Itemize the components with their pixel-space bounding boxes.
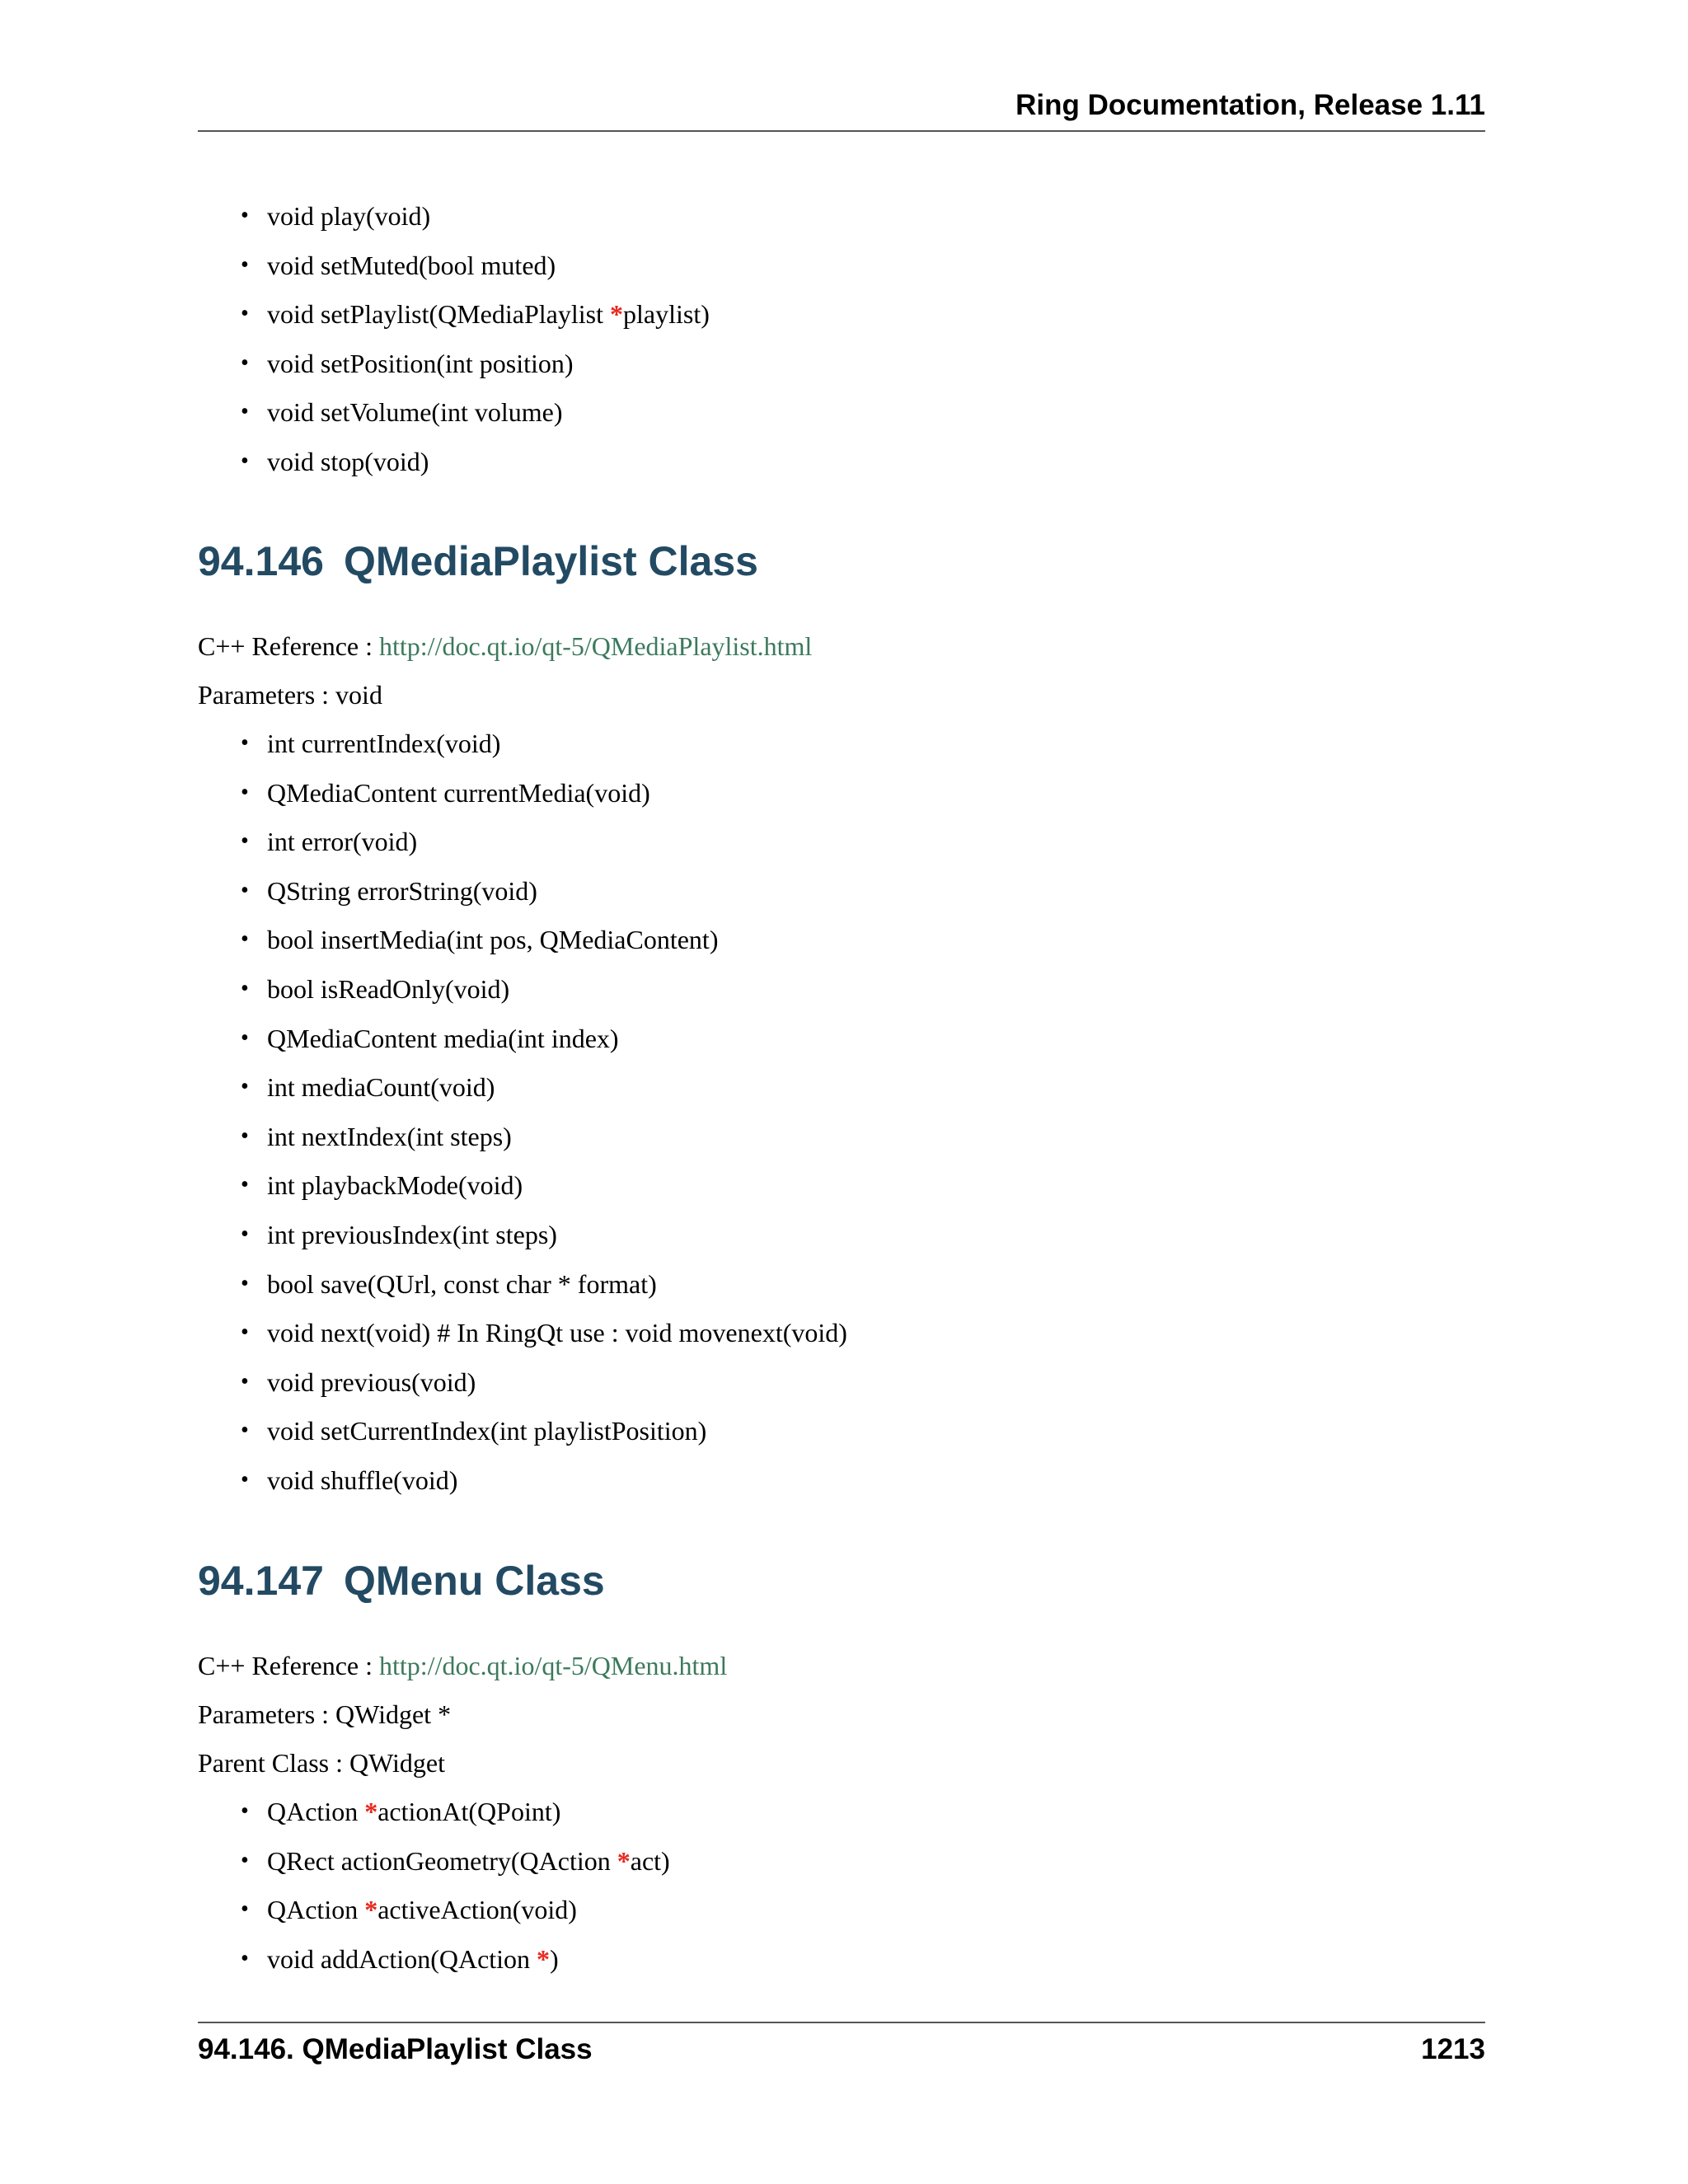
page-header <box>198 91 1485 132</box>
method-signature: void setCurrentIndex(int playlistPosition) <box>267 1416 707 1446</box>
parent-class-line: Parent Class : QWidget <box>198 1748 445 1778</box>
method-signature: int mediaCount(void) <box>267 1072 495 1103</box>
list-item <box>198 923 847 972</box>
bullet-icon: • <box>241 1798 249 1824</box>
method-signature-part: activeAction(void) <box>377 1895 577 1925</box>
bullet-icon: • <box>241 349 249 376</box>
list-item <box>198 1943 670 1992</box>
reference-link[interactable]: http://doc.qt.io/qt-5/QMediaPlaylist.html <box>379 631 813 661</box>
pointer-star: * <box>364 1895 378 1925</box>
method-list-top <box>198 199 710 494</box>
bullet-icon: • <box>241 730 249 756</box>
cpp-reference-line <box>198 1649 727 1682</box>
page-number: 1213 <box>1421 2033 1485 2065</box>
bullet-icon: • <box>241 926 249 953</box>
bullet-icon: • <box>241 1368 249 1394</box>
method-signature-part: actionAt(QPoint) <box>377 1797 561 1826</box>
bullet-icon: • <box>241 1024 249 1051</box>
bullet-icon: • <box>241 779 249 805</box>
bullet-icon: • <box>241 1122 249 1149</box>
method-signature: void next(void) # In RingQt use : void movenext(void) <box>267 1318 847 1348</box>
bullet-icon: • <box>241 251 249 278</box>
list-item <box>198 727 847 776</box>
method-signature-part: playlist) <box>622 299 710 330</box>
list-item <box>198 199 710 249</box>
parameters-line: Parameters : QWidget * <box>198 1699 452 1729</box>
list-item <box>198 874 847 924</box>
method-signature-part: act) <box>630 1845 670 1876</box>
section-title: QMediaPlaylist Class <box>343 538 758 584</box>
cpp-reference-line <box>198 630 812 663</box>
bullet-icon: • <box>241 1466 249 1493</box>
method-signature-part: QRect actionGeometry(QAction <box>267 1845 617 1876</box>
list-item <box>198 396 710 445</box>
method-signature-part: QAction <box>267 1797 365 1826</box>
bullet-icon: • <box>241 1270 249 1296</box>
method-signature-part: QAction <box>267 1895 365 1925</box>
method-signature: int error(void) <box>267 827 418 857</box>
list-item <box>198 1022 847 1071</box>
method-signature-part: void addAction(QAction <box>267 1943 537 1974</box>
bullet-icon: • <box>241 975 249 1001</box>
bullet-icon: • <box>241 301 249 327</box>
page-footer <box>198 2022 1485 2073</box>
section-title: QMenu Class <box>343 1558 605 1604</box>
method-list-qmediaplaylist <box>198 727 847 1513</box>
pointer-star: * <box>364 1797 378 1826</box>
bullet-icon: • <box>241 877 249 903</box>
method-signature: void stop(void) <box>267 446 429 476</box>
method-signature: int playbackMode(void) <box>267 1170 523 1201</box>
pointer-star: * <box>537 1943 551 1974</box>
method-signature: int previousIndex(int steps) <box>267 1219 557 1249</box>
method-signature: int nextIndex(int steps) <box>267 1121 512 1151</box>
section-heading-qmediaplaylist <box>198 537 758 585</box>
method-signature: void setMuted(bool muted) <box>267 250 556 280</box>
method-signature: void previous(void) <box>267 1366 476 1397</box>
list-item <box>198 1169 847 1218</box>
bullet-icon: • <box>241 1945 249 1971</box>
bullet-icon: • <box>241 448 249 474</box>
method-signature: int currentIndex(void) <box>267 729 501 758</box>
bullet-icon: • <box>241 1074 249 1100</box>
document-title: Ring Documentation, Release 1.11 <box>1015 89 1485 121</box>
bullet-icon: • <box>241 1418 249 1444</box>
section-heading-qmenu <box>198 1557 605 1605</box>
list-item <box>198 1268 847 1317</box>
list-item <box>198 1414 847 1464</box>
list-item <box>198 1795 670 1844</box>
bullet-icon: • <box>241 203 249 228</box>
bullet-icon: • <box>241 828 249 855</box>
method-signature: bool isReadOnly(void) <box>267 973 510 1004</box>
list-item <box>198 1893 670 1943</box>
method-signature: bool save(QUrl, const char * format) <box>267 1268 657 1299</box>
method-signature: QMediaContent media(int index) <box>267 1023 619 1053</box>
list-item <box>198 776 847 826</box>
list-item <box>198 249 710 298</box>
pointer-star: * <box>609 299 623 330</box>
list-item <box>198 298 710 347</box>
section-number: 94.147 <box>198 1558 324 1604</box>
list-item <box>198 825 847 874</box>
bullet-icon: • <box>241 1319 249 1346</box>
section-number: 94.146 <box>198 538 324 584</box>
bullet-icon: • <box>241 1172 249 1198</box>
list-item <box>198 1218 847 1268</box>
list-item <box>198 1844 670 1894</box>
method-signature: bool insertMedia(int pos, QMediaContent) <box>267 925 719 955</box>
method-signature-part: ) <box>550 1943 559 1974</box>
method-signature: void setPosition(int position) <box>267 348 574 378</box>
method-signature: QMediaContent currentMedia(void) <box>267 777 650 808</box>
pointer-star: * <box>617 1845 631 1876</box>
method-signature-part: void setPlaylist(QMediaPlaylist <box>267 299 610 330</box>
list-item <box>198 1071 847 1120</box>
reference-label: C++ Reference : <box>198 1651 379 1680</box>
bullet-icon: • <box>241 1847 249 1873</box>
list-item <box>198 445 710 494</box>
method-signature: QString errorString(void) <box>267 875 537 906</box>
list-item <box>198 972 847 1022</box>
bullet-icon: • <box>241 399 249 425</box>
bullet-icon: • <box>241 1221 249 1247</box>
list-item <box>198 1464 847 1513</box>
reference-label: C++ Reference : <box>198 631 379 661</box>
parameters-line: Parameters : void <box>198 680 382 710</box>
bullet-icon: • <box>241 1896 249 1923</box>
method-signature: void shuffle(void) <box>267 1465 458 1495</box>
list-item <box>198 347 710 396</box>
method-signature: void play(void) <box>267 201 431 231</box>
footer-section-title: 94.146. QMediaPlaylist Class <box>198 2033 593 2065</box>
list-item <box>198 1366 847 1415</box>
list-item <box>198 1120 847 1169</box>
list-item <box>198 1316 847 1366</box>
method-signature: void setVolume(int volume) <box>267 397 563 428</box>
reference-link[interactable]: http://doc.qt.io/qt-5/QMenu.html <box>379 1651 728 1680</box>
method-list-qmenu <box>198 1795 670 1991</box>
